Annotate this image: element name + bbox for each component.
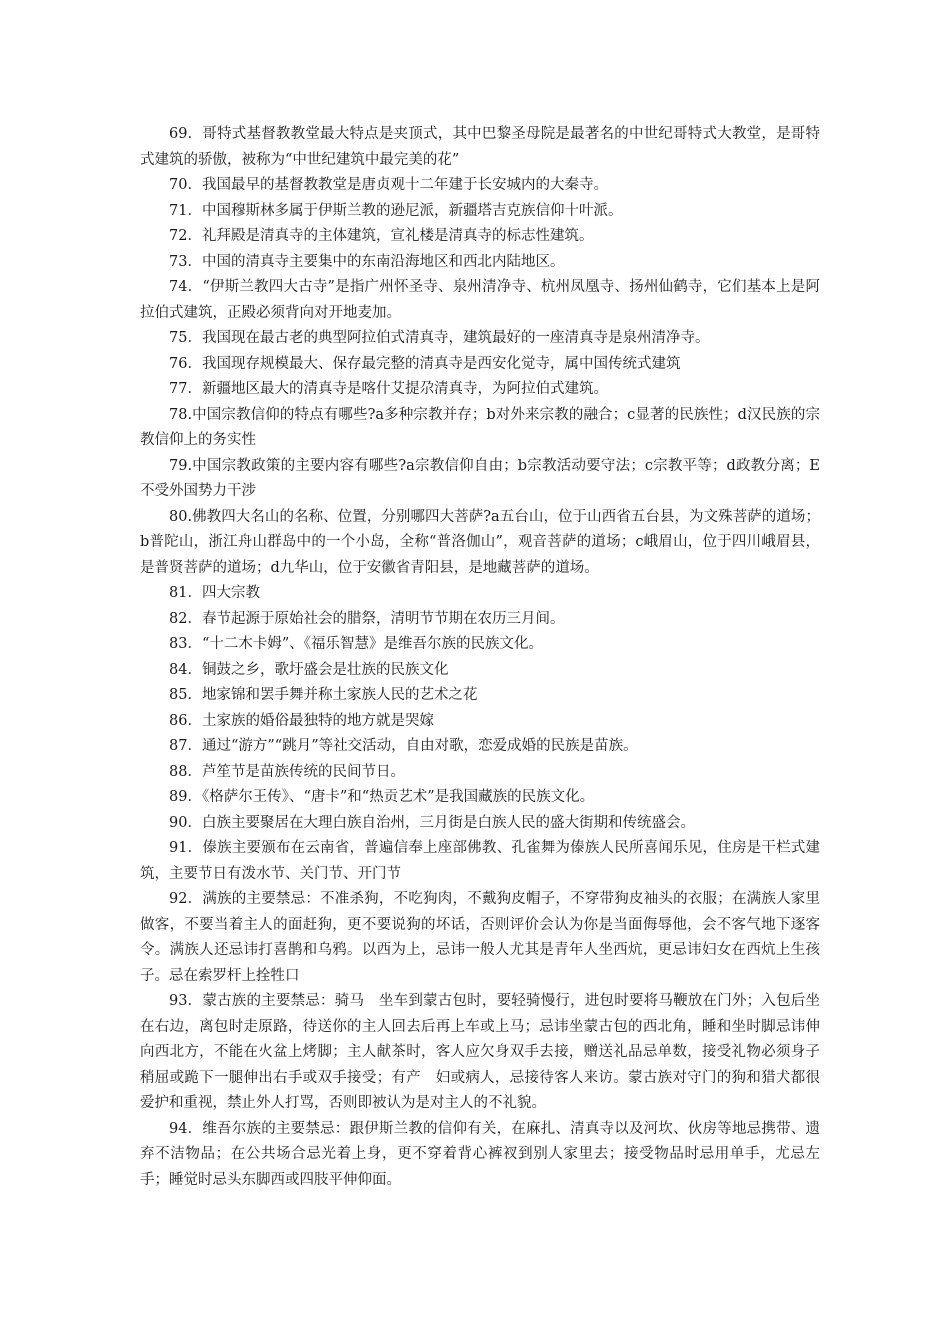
item-84: 84．铜鼓之乡，歌圩盛会是壮族的民族文化: [169, 661, 449, 678]
item-79: 79.中国宗教政策的主要内容有哪些?a宗教信仰自由；b宗教活动要守法；c宗教平等；d政教分离；E不受外国势力干涉: [140, 457, 820, 499]
item-90: 90．白族主要聚居在大理白族自治州，三月街是白族人民的盛大街期和传统盛会。: [169, 814, 695, 831]
item-82: 82．春节起源于原始社会的腊祭，清明节节期在农历三月间。: [169, 610, 565, 627]
item-91: 91．傣族主要颁布在云南省，普遍信奉上座部佛教、孔雀舞为傣族人民所喜闻乐见，住房是干栏式建筑，主要节日有泼水节、关门节、开门节: [140, 840, 820, 882]
item-83: 83．“十二木卡姆”、《福乐智慧》是维吾尔族的民族文化。: [169, 636, 544, 652]
item-93: 93．蒙古族的主要禁忌：骑马 坐车到蒙古包时，要轻骑慢行，进包时要将马鞭放在门外；入包后坐在右边，离包时走原路，待送你的主人回去后再上车或上马；忌讳坐蒙古包的西北角，睡和坐时脚忌讳伸向西北方，不能在火盆上烤脚；主人献茶时，客人应欠身双手去接，赠送礼品忌单数，接受礼物必须身子稍屈或跪下一腿伸出右手或双手接受；有产 妇或病人，忌接待客人来访。蒙古族对守门的狗和猎犬都很爱护和重视，禁止外人打骂，否则即被认为是对主人的不礼貌。: [140, 993, 820, 1111]
item-70: 70．我国最早的基督教教堂是唐贞观十二年建于长安城内的大秦寺。: [169, 177, 608, 193]
item-92: 92．满族的主要禁忌：不准杀狗，不吃狗肉，不戴狗皮帽子，不穿带狗皮袖头的衣服；在满族人家里做客，不要当着主人的面赶狗，更不要说狗的坏话，否则评价会认为你是当面侮辱他，会不客气地下逐客令。满族人还忌讳打喜鹊和乌鸦。以西为上，忌讳一般人尤其是青年人坐西炕，更忌讳妇女在西炕上生孩子。忌在索罗杆上拴牲口: [140, 891, 820, 984]
item-87: 87．通过“游方”“跳月”等社交活动，自由对歌，恋爱成婚的民族是苗族。: [169, 738, 638, 754]
item-78: 78.中国宗教信仰的特点有哪些?a多种宗教并存；b对外来宗教的融合；c显著的民族性；d汉民族的宗教信仰上的务实性: [140, 406, 820, 448]
item-77: 77．新疆地区最大的清真寺是喀什艾提尕清真寺，为阿拉伯式建筑。: [169, 381, 608, 397]
item-74: 74．“伊斯兰教四大古寺”是指广州怀圣寺、泉州清净寺、杭州凤凰寺、扬州仙鹤寺，它们基本上是阿拉伯式建筑，正殿必须背向对开地麦加。: [140, 279, 820, 321]
item-69: 69．哥特式基督教教堂最大特点是夹顶式，其中巴黎圣母院是最著名的中世纪哥特式大教堂，是哥特式建筑的骄傲，被称为“中世纪建筑中最完美的花”: [140, 126, 820, 168]
item-86: 86．土家族的婚俗最独特的地方就是哭嫁: [169, 712, 434, 729]
item-72: 72．礼拜殿是清真寺的主体建筑，宣礼楼是清真寺的标志性建筑。: [169, 228, 594, 244]
item-71: 71．中国穆斯林多属于伊斯兰教的逊尼派，新疆塔吉克族信仰十叶派。: [169, 202, 623, 219]
item-94: 94．维吾尔族的主要禁忌：跟伊斯兰教的信仰有关，在麻扎、清真寺以及河坎、伙房等地忌携带、遗弃不洁物品；在公共场合忌光着上身，更不穿着背心裤衩到别人家里去；接受物品时忌用单手，尤忌左手；睡觉时忌头东脚西或四肢平伸仰面。: [140, 1120, 820, 1188]
item-81: 81．四大宗教: [169, 585, 260, 601]
item-85: 85．地家锦和罢手舞并称土家族人民的艺术之花: [169, 687, 478, 703]
item-73: 73．中国的清真寺主要集中的东南沿海地区和西北内陆地区。: [169, 253, 565, 270]
item-80: 80.佛教四大名山的名称、位置，分别哪四大菩萨?a五台山，位于山西省五台县，为文殊菩萨的道场；b普陀山，浙江舟山群岛中的一个小岛，全称“普洛伽山”，观音菩萨的道场；c峨眉山，位于四川峨眉县，是普贤菩萨的道场；d九华山，位于安徽省青阳县，是地藏菩萨的道场。: [140, 508, 820, 576]
item-88: 88．芦笙节是苗族传统的民间节日。: [169, 763, 405, 780]
document-body: [140, 122, 820, 1193]
item-76: 76．我国现存规模最大、保存最完整的清真寺是西安化觉寺，属中国传统式建筑: [169, 355, 681, 372]
item-75: 75．我国现在最古老的典型阿拉伯式清真寺，建筑最好的一座清真寺是泉州清净寺。: [169, 330, 710, 346]
item-89: 89．《格萨尔王传》、“唐卡”和“热贡艺术”是我国藏族的民族文化。: [169, 789, 595, 805]
